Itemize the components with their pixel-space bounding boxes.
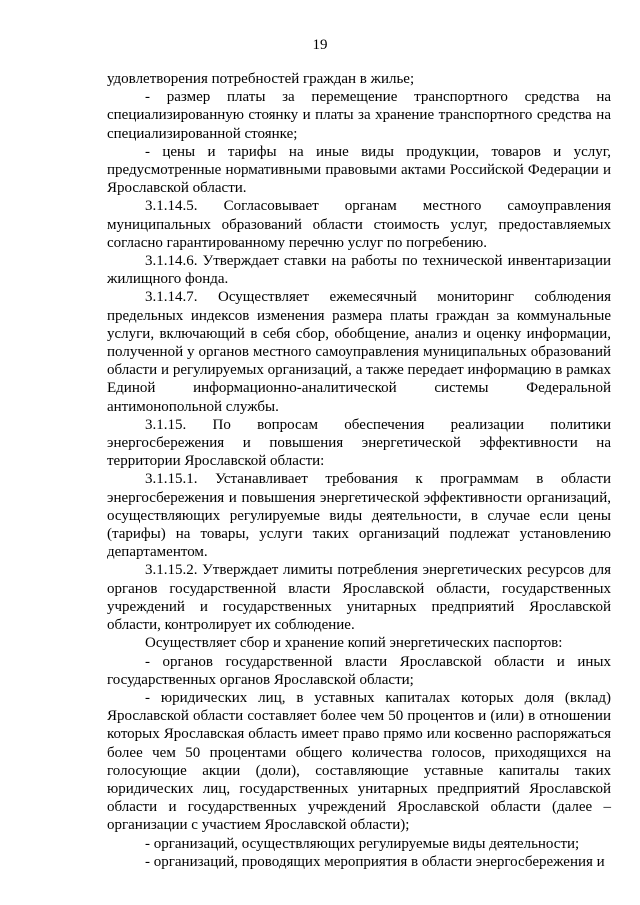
list-item-legal-entities: - юридических лиц, в уставных капиталах которых доля (вклад) Ярославской области составляет более чем 50 процентов и (или) в отношении которых Ярославская область имеет право прямо или косвенно распоряжаться более чем 50 процентами общего количества голосов, приходящихся на голосующие акции (доли), составляющие уставные капиталы таких юридических лиц, государственных унитарных предприятий Ярославской области и государственных учреждений Ярославской области (далее – организации с участием Ярославской области);: [107, 689, 611, 834]
paragraph-3-1-15-1: 3.1.15.1. Устанавливает требования к программам в области энергосбережения и повышения энергетической эффективности организаций, осуществляющих регулируемые виды деятельности, в случае если цены (тарифы) на товары, услуги таких организаций подлежат установлению департаментом.: [107, 471, 611, 561]
list-item-regulated-organizations: - организаций, осуществляющих регулируемые виды деятельности;: [145, 835, 580, 852]
paragraph-vehicle-parking-fee: - размер платы за перемещение транспортного средства на специализированную стоянку и платы за хранение транспортного средства на специализированной стоянке;: [107, 89, 611, 142]
paragraph-other-prices-tariffs: - цены и тарифы на иные виды продукции, товаров и услуг, предусмотренные нормативными правовыми актами Российской Федерации и Ярославской области.: [107, 143, 611, 197]
paragraph-3-1-15: 3.1.15. По вопросам обеспечения реализации политики энергосбережения и повышения энергетической эффективности на территории Ярославской области:: [107, 416, 611, 470]
list-item-energy-saving-organizations: - организаций, проводящих мероприятия в области энергосбережения и: [145, 853, 605, 870]
paragraph-3-1-14-7: 3.1.14.7. Осуществляет ежемесячный мониторинг соблюдения предельных индексов изменения размера платы граждан за коммунальные услуги, включающий в себя сбор, обобщение, анализ и оценку информации, полученной у органов местного самоуправления муниципальных образований области и регулируемых организаций, а также передает информацию в рамках Единой информационно-аналитической системы Федеральной антимонопольной службы.: [107, 289, 611, 415]
document-body: [107, 70, 611, 871]
paragraph-3-1-15-2: 3.1.15.2. Утверждает лимиты потребления энергетических ресурсов для органов государственной власти Ярославской области, государственных учреждений и государственных унитарных предприятий Ярославской области, контролирует их соблюдение.: [107, 562, 611, 634]
paragraph-energy-passports: Осуществляет сбор и хранение копий энергетических паспортов:: [145, 635, 563, 652]
page-number: 19: [312, 37, 328, 53]
paragraph-housing-needs-continuation: удовлетворения потребностей граждан в жилье;: [107, 71, 415, 87]
paragraph-3-1-14-5: 3.1.14.5. Согласовывает органам местного самоуправления муниципальных образований области стоимость услуг, предоставляемых согласно гарантированному перечню услуг по погребению.: [107, 198, 611, 251]
list-item-state-authorities: - органов государственной власти Ярославской области и иных государственных органов Ярославской области;: [107, 653, 611, 688]
paragraph-3-1-14-6: 3.1.14.6. Утверждает ставки на работы по технической инвентаризации жилищного фонда.: [107, 253, 611, 288]
